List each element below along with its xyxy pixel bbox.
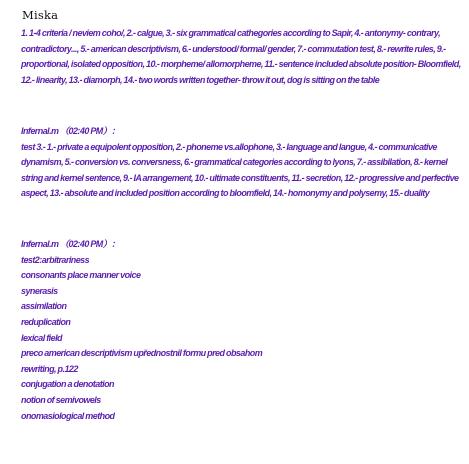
message-text: 1. 1-4 criteria / neviem coho/, 2.- calgue, 3.- six grammatical cathegories according to Sapir, 4.- antonymy- contrary, contradictory..., 5.- american descriptivism, 6.- understood/ formal/ gender, 7.- commutation test, 8.- rewrite rules, 9.- proportional, isolated opposition, 10.- morpheme/ allomorpheme, 11.- sentence included absolute position- Bloomfield, 12.- linearity, 13.- diamorph, 14.- two words written together- throw it out, dog is sitting on the table (21, 28, 461, 85)
list-item: notion of semivowels (21, 394, 101, 405)
topic-list (21, 253, 461, 425)
list-item: lexical field (21, 332, 62, 343)
list-item: conjugation a denotation (21, 379, 114, 390)
list-item: rewriting, p.122 (21, 363, 78, 374)
message-block-1 (21, 26, 461, 88)
author-name: Miska (22, 8, 59, 22)
message-block-2 (21, 124, 461, 202)
message-block-3 (21, 237, 461, 424)
list-item: synerasis (21, 285, 58, 296)
list-item: onomasiological method (21, 410, 115, 421)
message-text: test 3.- 1.- private a equipolent opposition, 2.- phoneme vs.allophone, 3.- language and langue, 4.- communicative dynamism, 5.- conversion vs. conversness, 6.- grammatical categories according to lyons, 7.- assibilation, 8.- kernel string and kernel sentence, 9.- IA arrangement, 10.- ultimate constituents, 11.- secretion, 12.- progressive and perfective aspect, 13.- absolute and included position according to bloomfield, 14.- homonymy and polysemy, 15.- duality (21, 141, 459, 199)
message-header: Infernal.m （02:40 PM）： (21, 239, 120, 249)
message-header: Infernal.m （02:40 PM）： (21, 126, 120, 136)
list-item: consonants place manner voice (21, 270, 141, 281)
list-item: assimilation (21, 301, 67, 312)
list-item: preco american descriptivism upřednostnil formu pred obsahom (21, 348, 263, 359)
list-item: reduplication (21, 316, 71, 327)
list-item: test2:arbitrariness (21, 254, 90, 265)
